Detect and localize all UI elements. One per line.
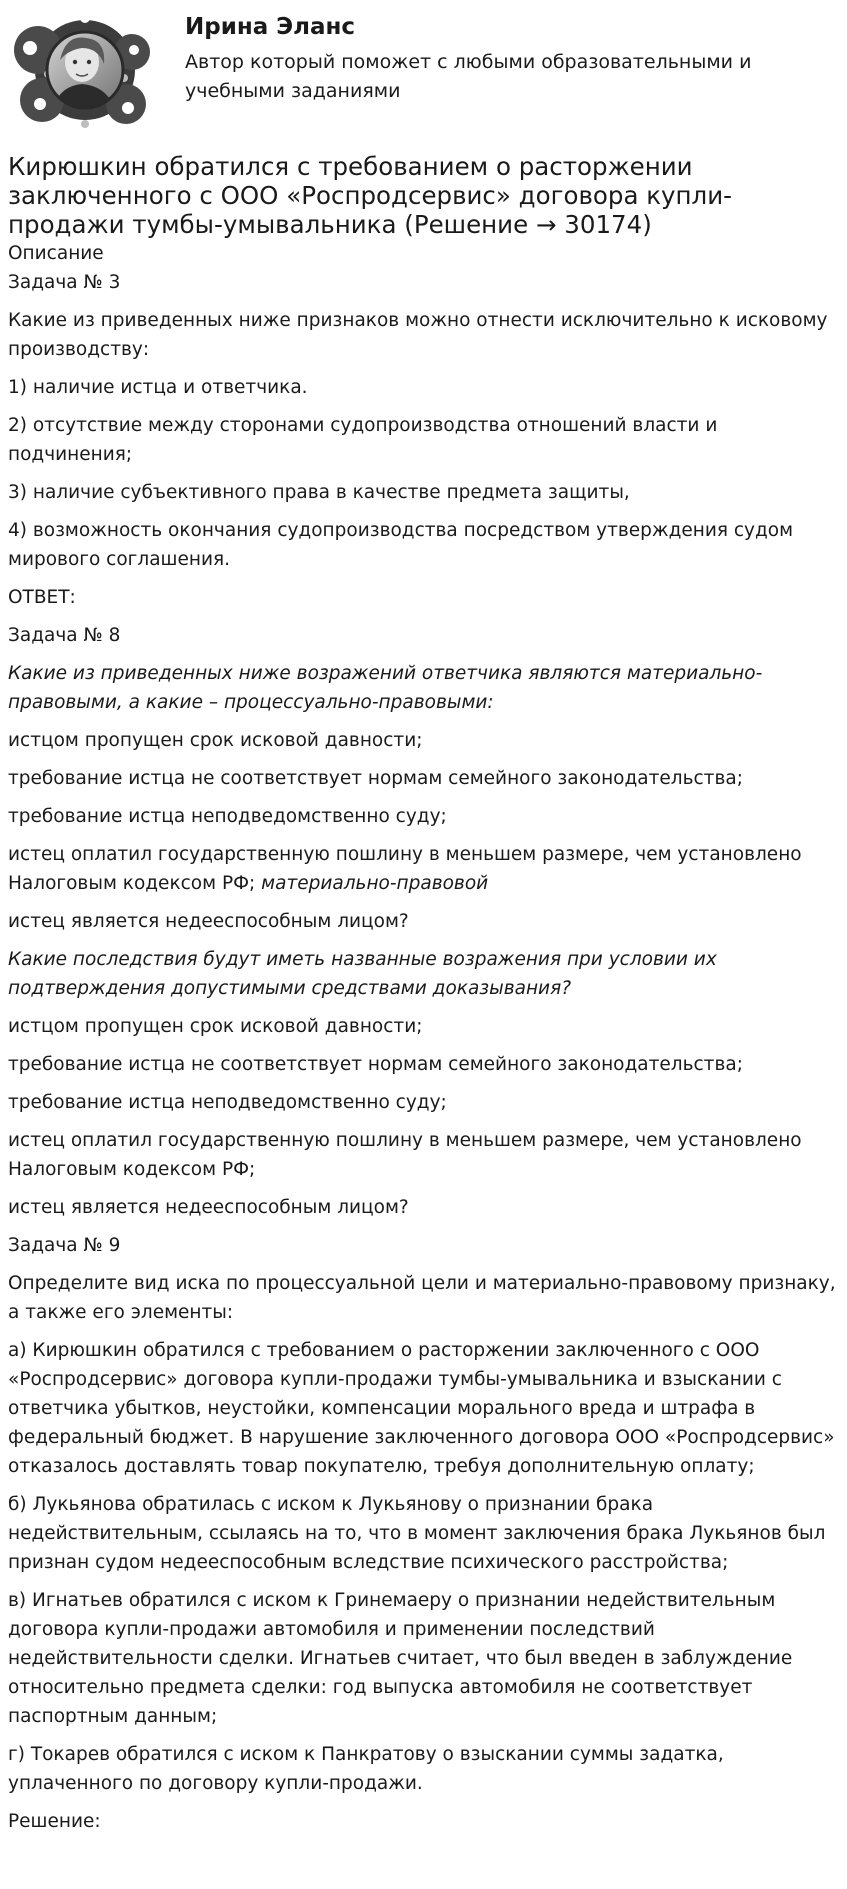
author-description: Автор который поможет с любыми образовательными и учебными заданиями <box>185 51 752 102</box>
task-8-list-2-item-3: требование истца неподведомственно суду; <box>8 1092 447 1113</box>
task-3-item-1: 1) наличие истца и ответчика. <box>8 377 308 398</box>
task-8-list-1-item-5: истец является недееспособным лицом? <box>8 911 409 932</box>
task-8-list-2-item-4: истец оплатил государственную пошлину в меньшем размере, чем установлено Налоговым кодексом РФ; <box>8 1130 802 1180</box>
task-3-item-2: 2) отсутствие между сторонами судопроизводства отношений власти и подчинения; <box>8 415 718 465</box>
author-info <box>185 8 785 106</box>
task-3-heading: Задача № 3 <box>8 272 121 293</box>
task-8-question-1 <box>8 659 839 717</box>
task-3-answer-label: ОТВЕТ: <box>8 587 76 608</box>
task-8-list-1-item-4-text: истец оплатил государственную пошлину в меньшем размере, чем установлено Налоговым кодексом РФ; <box>8 844 802 894</box>
task-9-case-b: б) Лукьянова обратилась с иском к Лукьянову о признании брака недействительным, ссылаясь на то, что в момент заключения брака Лукьянов был признан судом недееспособным вследствие психического расстройства; <box>8 1494 826 1573</box>
author-card <box>8 0 839 142</box>
description-label: Описание <box>8 243 104 264</box>
task-9-heading: Задача № 9 <box>8 1235 121 1256</box>
task-8-list-1-item-2: требование истца не соответствует нормам семейного законодательства; <box>8 768 743 789</box>
task-3-item-3: 3) наличие субъективного права в качестве предмета защиты, <box>8 482 630 503</box>
film-reel-avatar-icon <box>8 8 153 134</box>
task-8-list-2-item-2: требование истца не соответствует нормам семейного законодательства; <box>8 1054 743 1075</box>
task-8-list-1-item-3: требование истца неподведомственно суду; <box>8 806 447 827</box>
task-8-list-1-item-1: истцом пропущен срок исковой давности; <box>8 730 423 751</box>
task-8-list-1-item-4-note: материально-правовой <box>261 873 489 894</box>
task-9-case-d: г) Токарев обратился с иском к Панкратову о взыскании суммы задатка, уплаченного по договору купли-продажи. <box>8 1744 724 1794</box>
task-8-question-2-text: Какие последствия будут иметь названные возражения при условии их подтверждения допустимыми средствами доказывания? <box>8 949 717 999</box>
task-8-heading: Задача № 8 <box>8 625 121 646</box>
task-9-question: Определите вид иска по процессуальной цели и материально-правовому признаку, а также его элементы: <box>8 1273 836 1323</box>
task-9-case-c: в) Игнатьев обратился с иском к Гринемаеру о признании недействительным договора купли-продажи автомобиля и применении последствий недействительности сделки. Игнатьев считает, что был введен в заблуждение относительно предмета сделки: год выпуска автомобиля не соответствует паспортным данным; <box>8 1590 793 1727</box>
task-9-solution-label: Решение: <box>8 1811 101 1832</box>
task-3-item-4: 4) возможность окончания судопроизводства посредством утверждения судом мирового соглашения. <box>8 520 794 570</box>
article-body <box>8 239 839 1836</box>
author-avatar[interactable] <box>8 8 153 134</box>
task-8-list-2-item-1: истцом пропущен срок исковой давности; <box>8 1016 423 1037</box>
article-title: Кирюшкин обратился с требованием о расторжении заключенного с ООО «Роспродсервис» договора купли-продажи тумбы-умывальника (Решение → 30174) <box>8 152 732 239</box>
task-8-question-1-text: Какие из приведенных ниже возражений ответчика являются материально-правовыми, а какие – процессуально-правовыми: <box>8 663 763 713</box>
task-8-list-2-item-5: истец является недееспособным лицом? <box>8 1197 409 1218</box>
task-3-question: Какие из приведенных ниже признаков можно отнести исключительно к исковому производству: <box>8 310 828 360</box>
author-name[interactable]: Ирина Эланс <box>185 14 356 40</box>
task-9-case-a: а) Кирюшкин обратился с требованием о расторжении заключенного с ООО «Роспродсервис» договора купли-продажи тумбы-умывальника и взыскании с ответчика убытков, неустойки, компенсации морального вреда и штрафа в федеральный бюджет. В нарушение заключенного договора ООО «Роспродсервис» отказалось доставлять товар покупателю, требуя дополнительную оплату; <box>8 1340 835 1477</box>
task-8-list-1-item-4 <box>8 840 839 898</box>
task-8-question-2 <box>8 945 839 1003</box>
